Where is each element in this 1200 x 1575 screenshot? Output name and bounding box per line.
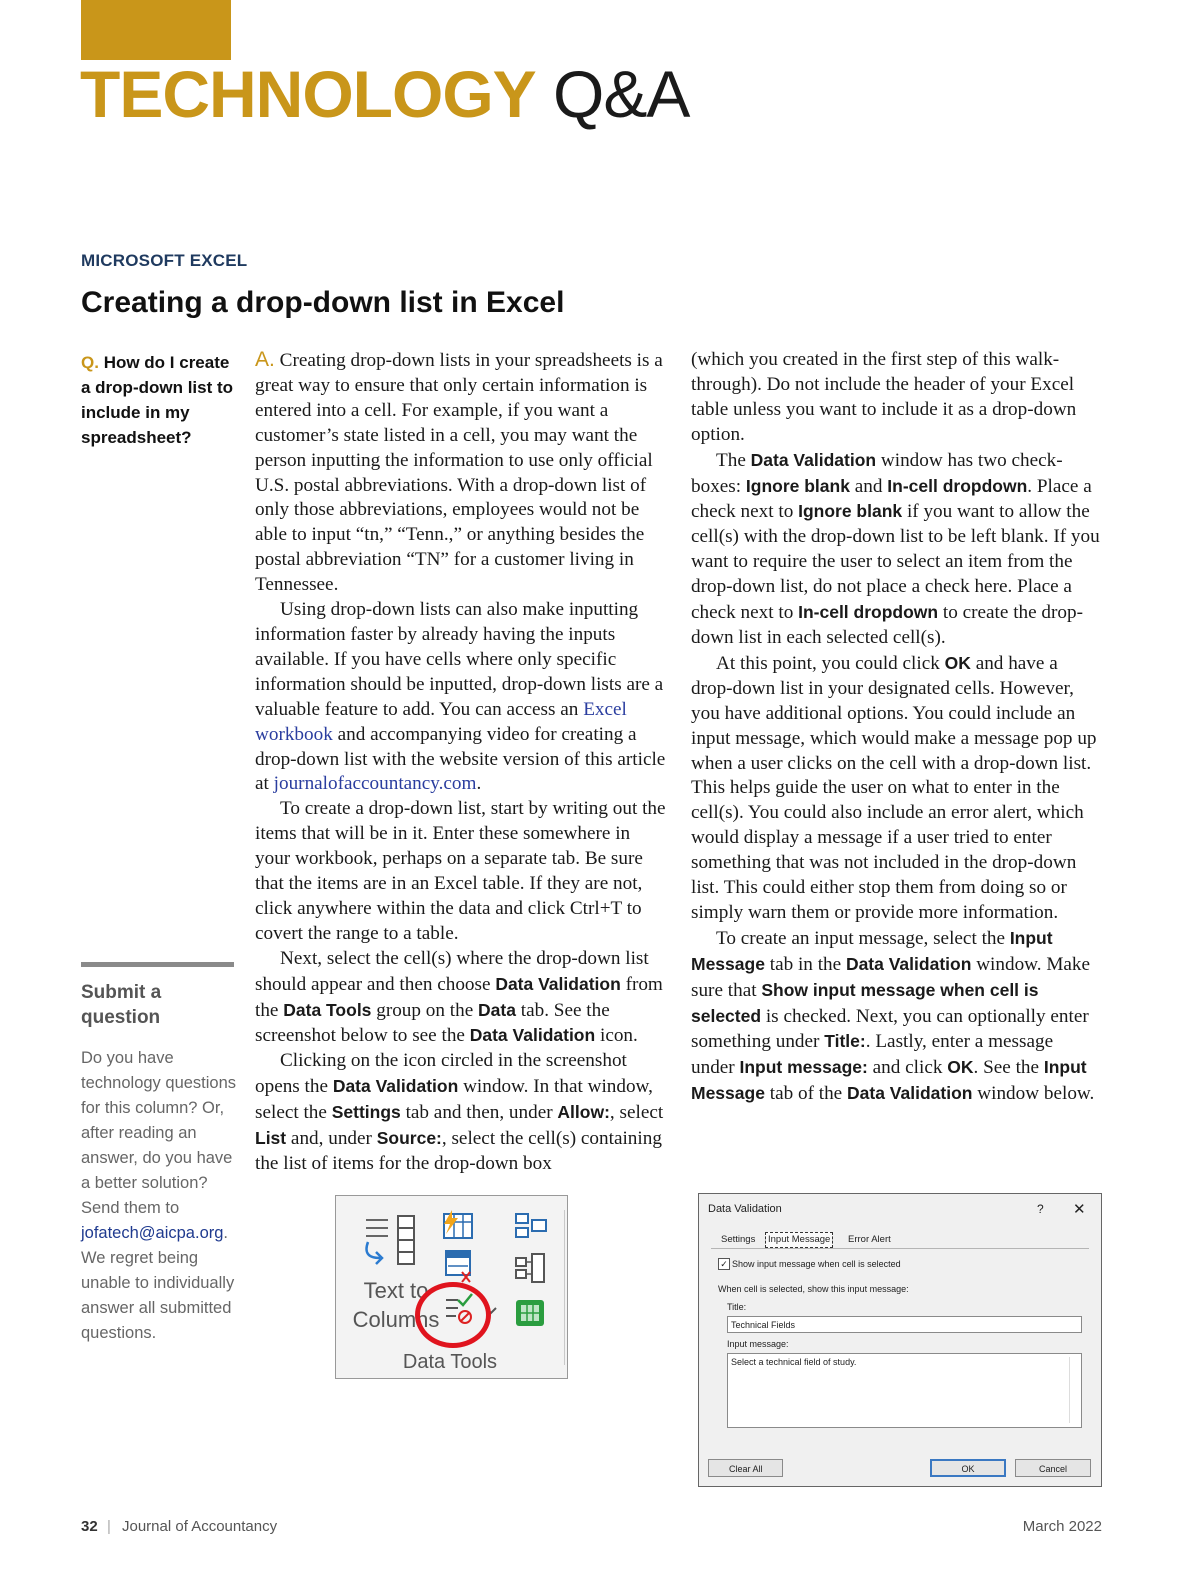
input-message-value: Select a technical field of study. <box>731 1357 857 1367</box>
c2p2-text: . Place a check next to <box>691 475 1092 523</box>
message-scrollbar[interactable] <box>1069 1357 1079 1423</box>
answer-paragraph-1 <box>255 348 669 598</box>
section-title-light: Q&A <box>553 57 690 131</box>
c2p4-bold: Show input message when cell is selected <box>691 979 1039 1026</box>
p4-bold: Data Validation <box>469 1025 596 1046</box>
journal-website-link[interactable]: journalofaccountancy.com <box>273 773 477 795</box>
page-number: 32 <box>81 1518 98 1535</box>
question-text: How do I create a drop-down list to include in my spreadsheet? <box>81 353 234 447</box>
close-icon[interactable]: ✕ <box>1073 1201 1086 1218</box>
footer-separator: | <box>107 1518 111 1535</box>
question-marker: Q. <box>81 353 99 372</box>
answer-marker: A. <box>255 348 275 371</box>
highlight-circle <box>415 1282 491 1348</box>
dialog-title: Data Validation <box>708 1203 782 1215</box>
col2-paragraph-4 <box>691 926 1101 1107</box>
p4-text: Next, select the cell(s) where the drop-down list should appear and then choose <box>255 947 649 995</box>
submit-text-before: Do you have technology questions for this column? Or, after reading an answer, do you have a better solution? Send them to <box>81 1049 237 1217</box>
topic-kicker: MICROSOFT EXCEL <box>81 251 248 270</box>
c2p4-text: is checked. Next, you can optionally enter something under <box>691 1005 1089 1053</box>
tab-settings[interactable]: Settings <box>721 1234 756 1245</box>
input-message-field[interactable] <box>727 1353 1082 1428</box>
col2-paragraph-2 <box>691 448 1101 651</box>
c2p4-text: and click <box>867 1057 948 1079</box>
c2p2-bold: In-cell dropdown <box>798 602 939 623</box>
c2p4-bold: Data Validation <box>847 1083 973 1104</box>
ok-button[interactable]: OK <box>930 1459 1006 1477</box>
col2-paragraph-1: (which you created in the first step of this walk-through). Do not include the header of your Excel table unless you want to include it as a drop-down option. <box>691 349 1077 445</box>
flash-fill-icon <box>444 1210 472 1238</box>
tab-input-message[interactable]: Input Message <box>765 1232 833 1248</box>
submit-question-title: Submit a question <box>81 982 162 1028</box>
data-validation-dialog <box>698 1193 1102 1487</box>
article-column-2 <box>691 348 1101 1107</box>
p5-text: Clicking on the icon circled in the screenshot opens the <box>255 1050 627 1098</box>
journal-name: Journal of Accountancy <box>122 1518 278 1535</box>
reader-question <box>81 350 241 450</box>
p2-text-3: . <box>476 773 482 795</box>
text-to-columns-icon <box>366 1216 414 1264</box>
p5-bold: Data Validation <box>332 1076 459 1097</box>
p5-bold: Source: <box>376 1128 442 1149</box>
p4-bold: Data Tools <box>283 999 372 1020</box>
c2p4-text: tab of the <box>764 1083 847 1105</box>
c2p4-bold: Data Validation <box>845 953 972 974</box>
answer-paragraph-3: To create a drop-down list, start by writing out the items that will be in it. Enter these somewhere in your workbook, perhaps on a separate tab. Be sure that the items are in an Excel table. If they are not, click anywhere within the data and click Ctrl+T to covert the range to a table. <box>255 798 666 944</box>
c2p3-text: and have a drop-down list in your designated cells. However, you have additional options. You could include an input message, which would make a message pop up when a user clicks on the cell with a drop-down list. This helps guide the user on what to enter in the cell(s). You could also include an error alert, which would display a message if a user tried to enter something that was not included in the drop-down list. This could either stop them from doing so or simply warn them or provide more information. <box>691 652 1097 923</box>
header-color-block <box>81 0 231 60</box>
article-headline: Creating a drop-down list in Excel <box>81 286 565 319</box>
manage-data-model-icon <box>516 1300 544 1326</box>
p4-text: group on the <box>371 999 479 1021</box>
c2p3-text: At this point, you could click <box>716 652 945 674</box>
answer-paragraph-4 <box>255 947 669 1050</box>
p4-text: from the <box>255 973 663 1021</box>
p4-bold: Data <box>478 999 516 1020</box>
p5-text: and, under <box>286 1128 377 1150</box>
section-title <box>80 56 689 132</box>
p5-bold: Settings <box>331 1102 401 1123</box>
data-tools-group-label: Data Tools <box>402 1351 498 1373</box>
title-field-label: Title: <box>727 1302 747 1312</box>
when-selected-label: When cell is selected, show this input message: <box>718 1284 909 1294</box>
ribbon-separator <box>564 1210 565 1365</box>
c2p4-bold: Title: <box>824 1031 866 1052</box>
p2-text-1: Using drop-down lists can also make inputting information faster by already having the inputs available. If you have cells where only specific information should be inputted, drop-down lists are a valuable feature to add. You can access an <box>255 599 664 720</box>
article-column-1 <box>255 348 669 1177</box>
c2p3-bold: OK <box>944 652 971 673</box>
p2-text-2: and accompanying video for creating a drop-down list with the website version of this article at <box>255 723 666 795</box>
p4-text: icon. <box>595 1025 638 1047</box>
answer-text: Creating drop-down lists in your spreadsheets is a great way to ensure that only certain information is entered into a cell. For example, if you want a customer’s state listed in a cell, you may want the person inputting the information to use only official U.S. postal abbreviations. With a drop-down list of only those abbreviations, employees would not be able to input “tn,” “Tenn.,” or anything besides the postal abbreviation “TN” for a customer living in Tennessee. <box>255 350 663 596</box>
p5-text: tab and then, under <box>400 1102 558 1124</box>
c2p2-bold: In-cell dropdown <box>887 475 1028 496</box>
c2p2-text: if you want to allow the cell(s) with the drop-down list to be left blank. If you want to require the user to select an item from the drop-down list, do not place a check here. Place a check next to <box>691 501 1100 624</box>
c2p2-text: The <box>716 449 751 471</box>
p5-bold: List <box>255 1128 287 1149</box>
submit-text-after: . We regret being unable to individually answer all submitted questions. <box>81 1224 235 1342</box>
show-message-checkbox[interactable]: ✓ <box>718 1258 730 1270</box>
answer-paragraph-5 <box>255 1049 669 1177</box>
c2p4-bold: Input Message <box>691 1057 1087 1104</box>
c2p2-text: and <box>849 475 888 497</box>
c2p4-text: tab in the <box>764 953 846 975</box>
remove-duplicates-icon <box>446 1251 470 1282</box>
c2p2-text: to create the drop-down list in each selected cell(s). <box>691 602 1083 648</box>
tab-divider <box>711 1248 1089 1249</box>
c2p4-bold: OK <box>947 1057 974 1078</box>
c2p4-text: . See the <box>973 1057 1044 1079</box>
input-message-label: Input message: <box>727 1339 789 1349</box>
p4-text: tab. See the screenshot below to see the <box>255 999 610 1047</box>
c2p4-bold: Input Message <box>691 927 1053 974</box>
title-field[interactable]: Technical Fields <box>727 1316 1082 1333</box>
c2p4-bold: Input message: <box>739 1057 868 1078</box>
cancel-button[interactable]: Cancel <box>1015 1459 1091 1477</box>
issue-date: March 2022 <box>1022 1518 1102 1535</box>
relationships-icon <box>516 1254 544 1282</box>
tab-error-alert[interactable]: Error Alert <box>848 1234 891 1245</box>
text-to-columns-label-2: Columns <box>352 1307 440 1332</box>
consolidate-icon <box>516 1214 546 1237</box>
text-to-columns-label-1: Text to <box>363 1278 429 1303</box>
c2p2-bold: Ignore blank <box>798 501 903 522</box>
answer-paragraph-2 <box>255 598 669 797</box>
c2p4-text: To create an input message, select the <box>716 927 1010 949</box>
c2p4-text: window. Make sure that <box>691 953 1091 1001</box>
help-icon[interactable]: ? <box>1037 1202 1044 1216</box>
p5-text: , select <box>609 1102 664 1124</box>
sidebar-rule <box>81 962 234 967</box>
col2-paragraph-3 <box>691 651 1101 926</box>
excel-workbook-link[interactable]: Excel workbook <box>255 698 627 745</box>
clear-all-button[interactable]: Clear All <box>708 1459 783 1477</box>
c2p2-bold: Data Validation <box>750 449 877 470</box>
p5-text: , select the cell(s) containing the list of items for the drop-down box <box>255 1128 662 1174</box>
p5-bold: Allow: <box>557 1102 610 1123</box>
show-message-label: Show input message when cell is selected <box>732 1259 901 1269</box>
submit-question-text <box>81 1046 241 1346</box>
c2p2-text: window has two check-boxes: <box>691 449 1063 497</box>
section-title-bold: TECHNOLOGY <box>80 57 536 131</box>
submit-email-link[interactable]: jofatech@aicpa.org <box>81 1224 224 1242</box>
c2p4-text: . Lastly, enter a message under <box>691 1031 1054 1079</box>
p4-bold: Data Validation <box>495 973 621 994</box>
c2p4-text: window below. <box>972 1083 1095 1105</box>
p5-text: window. In that window, select the <box>255 1076 653 1124</box>
c2p2-bold: Ignore blank <box>745 475 850 496</box>
